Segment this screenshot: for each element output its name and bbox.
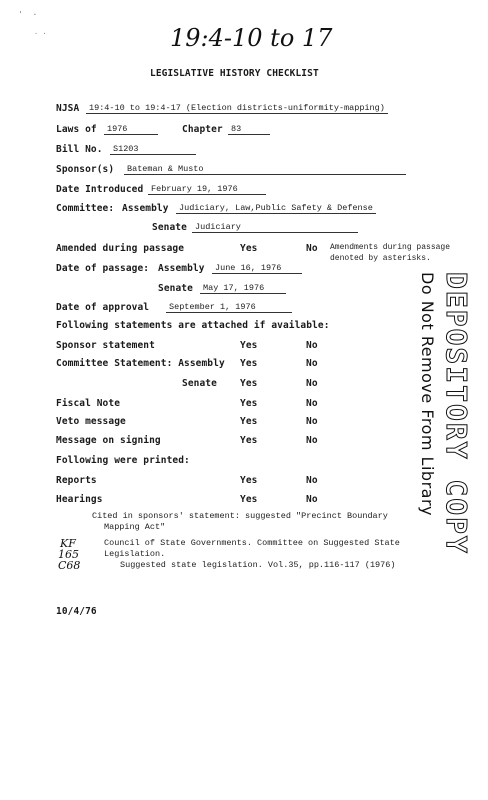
- do-not-remove-stamp: Do Not Remove From Library: [418, 272, 437, 516]
- amended-label: Amended during passage: [56, 243, 185, 254]
- printed-row-no: No: [306, 494, 318, 505]
- senate-committee-label: Senate: [152, 222, 187, 233]
- introduced-date: February 19, 1976: [151, 184, 238, 194]
- statement-row-label: Message on signing: [56, 435, 161, 446]
- cited-line-1: Cited in sponsors' statement: suggested "Precinct Boundary: [92, 511, 388, 521]
- introduced-value: [148, 184, 266, 195]
- amended-note-text: Amendments during passage denoted by asterisks.: [330, 243, 451, 263]
- passage-label: Date of passage:: [56, 263, 150, 274]
- passage-senate-label: Senate: [158, 283, 193, 294]
- statement-row-yes: Yes: [240, 398, 258, 409]
- bill-value: [110, 144, 196, 155]
- statement-row-no: No: [306, 416, 318, 427]
- footer-date: 10/4/76: [56, 606, 97, 617]
- statement-row-label: Veto message: [56, 416, 126, 427]
- introduced-label: Date Introduced: [56, 184, 144, 195]
- passage-assembly-date: June 16, 1976: [215, 263, 282, 273]
- printed-row-yes: Yes: [240, 494, 258, 505]
- laws-year: 1976: [107, 124, 128, 134]
- committee-label: Committee:: [56, 203, 115, 214]
- passage-assembly-label: Assembly: [158, 263, 205, 274]
- sponsor-label: Sponsor(s): [56, 164, 115, 175]
- statement-row-no: No: [306, 358, 318, 369]
- speck-marks: ' ·: [18, 10, 38, 19]
- passage-senate-value: [200, 283, 286, 294]
- approval-label: Date of approval: [56, 302, 150, 313]
- statement-row-label: Fiscal Note: [56, 398, 121, 409]
- statement-row-no: No: [306, 435, 318, 446]
- sponsor-value: [124, 164, 406, 175]
- ref-line-2: Legislation.: [104, 549, 166, 559]
- ref-line-1: Council of State Governments. Committee on Suggested State: [104, 538, 400, 548]
- handwritten-title: 19:4-10 to 17: [170, 24, 333, 52]
- printed-row-yes: Yes: [240, 475, 258, 486]
- chapter-number: 83: [231, 124, 242, 134]
- bill-label: Bill No.: [56, 144, 103, 155]
- passage-assembly-value: [212, 263, 302, 274]
- statement-row-label: Committee Statement: Assembly: [56, 358, 225, 369]
- statement-row-yes: Yes: [240, 416, 258, 427]
- approval-date: September 1, 1976: [169, 302, 256, 312]
- passage-senate-date: May 17, 1976: [203, 283, 265, 293]
- senate-committee-value: [192, 222, 358, 233]
- cited-line-2: Mapping Act": [104, 522, 166, 532]
- amended-note: [330, 242, 470, 264]
- sponsor-names: Bateman & Musto: [127, 164, 204, 174]
- printed-heading: Following were printed:: [56, 455, 190, 466]
- speck-marks-2: · ·: [34, 30, 47, 38]
- statement-row-label: Senate: [182, 378, 217, 389]
- call-number-3: C68: [58, 559, 81, 572]
- call-number-1: KF: [60, 537, 76, 550]
- printed-row-label: Hearings: [56, 494, 103, 505]
- laws-value: [104, 124, 158, 135]
- njsa-value: 19:4-10 to 19:4-17 (Election districts-uniformity-mapping): [86, 103, 388, 114]
- statement-row-no: No: [306, 398, 318, 409]
- assembly-committee-label: Assembly: [122, 203, 169, 214]
- page-title: LEGISLATIVE HISTORY CHECKLIST: [150, 68, 319, 79]
- laws-label: Laws of: [56, 124, 97, 135]
- amended-no: No: [306, 243, 318, 254]
- assembly-committee-value: Judiciary, Law,Public Safety & Defense: [176, 203, 376, 214]
- statements-heading: Following statements are attached if available:: [56, 320, 330, 331]
- chapter-value: [228, 124, 270, 135]
- senate-committee-name: Judiciary: [195, 222, 241, 232]
- statement-row-yes: Yes: [240, 378, 258, 389]
- printed-row-label: Reports: [56, 475, 97, 486]
- call-number-2: 165: [58, 548, 79, 561]
- bill-number: S1203: [113, 144, 139, 154]
- amended-yes: Yes: [240, 243, 258, 254]
- printed-row-no: No: [306, 475, 318, 486]
- statement-row-yes: Yes: [240, 358, 258, 369]
- statement-row-yes: Yes: [240, 435, 258, 446]
- statement-row-yes: Yes: [240, 340, 258, 351]
- statement-row-no: No: [306, 340, 318, 351]
- statement-row-no: No: [306, 378, 318, 389]
- approval-value: [166, 302, 292, 313]
- njsa-label: NJSA: [56, 103, 80, 114]
- ref-line-3: Suggested state legislation. Vol.35, pp.116-117 (1976): [120, 560, 396, 570]
- statement-row-label: Sponsor statement: [56, 340, 155, 351]
- chapter-label: Chapter: [182, 124, 223, 135]
- depository-stamp: DEPOSITORY COPY: [440, 272, 473, 555]
